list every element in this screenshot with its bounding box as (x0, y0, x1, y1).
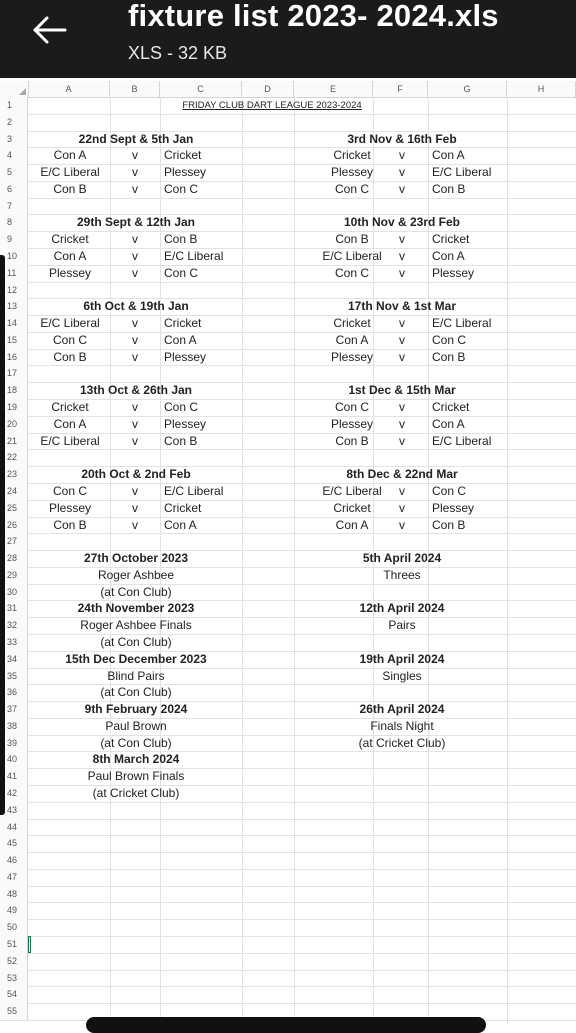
left-event-venue-cell: (at Con Club) (100, 735, 172, 750)
right-home-team-cell: Cricket (333, 148, 371, 163)
right-versus-cell: v (399, 332, 405, 347)
left-versus-cell: v (132, 265, 138, 280)
left-home-team-cell: Con A (53, 249, 87, 264)
row-header-46[interactable]: 46 (0, 852, 28, 869)
left-fixture-heading: 13th Oct & 26th Jan (79, 383, 193, 398)
left-away-team-cell: Con B (164, 232, 198, 247)
row-gridline (0, 936, 576, 937)
left-event-name-cell: Blind Pairs (107, 668, 165, 683)
right-fixture-heading: 3rd Nov & 16th Feb (347, 131, 457, 146)
right-event-name-cell: Threes (383, 567, 421, 582)
right-away-team-cell: Con B (432, 349, 466, 364)
row-header-28[interactable]: 28 (0, 550, 28, 567)
row-header-52[interactable]: 52 (0, 953, 28, 970)
left-event-name-cell: Roger Ashbee (97, 567, 175, 582)
left-event-venue-cell: (at Con Club) (100, 584, 172, 599)
right-event-date-cell: 12th April 2024 (359, 601, 445, 616)
column-header-b[interactable]: B (110, 81, 160, 97)
row-header-26[interactable]: 26 (0, 517, 28, 534)
row-header-10[interactable]: 10 (0, 248, 28, 265)
left-fixture-heading: 20th Oct & 2nd Feb (81, 467, 191, 482)
right-away-team-cell: Plessey (432, 265, 475, 280)
right-versus-cell: v (399, 416, 405, 431)
left-away-team-cell: Con B (164, 433, 198, 448)
left-away-team-cell: Plessey (164, 416, 207, 431)
row-gridline (0, 785, 576, 786)
left-event-date-cell: 15th Dec December 2023 (65, 651, 207, 666)
left-versus-cell: v (132, 517, 138, 532)
right-versus-cell: v (399, 232, 405, 247)
right-fixture-heading: 1st Dec & 15th Mar (348, 383, 456, 398)
file-title: fixture list 2023- 2024.xls (128, 0, 499, 33)
row-header-31[interactable]: 31 (0, 600, 28, 617)
right-versus-cell: v (399, 265, 405, 280)
right-event-name-cell: Singles (382, 668, 422, 683)
right-away-team-cell: E/C Liberal (432, 165, 492, 180)
row-header-9[interactable]: 9 (0, 231, 28, 248)
right-versus-cell: v (399, 349, 405, 364)
left-versus-cell: v (132, 349, 138, 364)
row-header-25[interactable]: 25 (0, 500, 28, 517)
column-header-f[interactable]: F (373, 81, 428, 97)
row-header-37[interactable]: 37 (0, 701, 28, 718)
back-button[interactable] (30, 10, 70, 50)
row-header-24[interactable]: 24 (0, 483, 28, 500)
row-gridline (0, 970, 576, 971)
row-header-50[interactable]: 50 (0, 919, 28, 936)
right-away-team-cell: Cricket (432, 232, 470, 247)
right-away-team-cell: Con B (432, 181, 466, 196)
left-event-venue-cell: (at Con Club) (100, 685, 172, 700)
row-gridline (0, 953, 576, 954)
row-header-12[interactable]: 12 (0, 282, 28, 299)
left-event-date-cell: 9th February 2024 (84, 702, 188, 717)
left-versus-cell: v (132, 148, 138, 163)
right-event-date-cell: 19th April 2024 (359, 651, 445, 666)
row-header-6[interactable]: 6 (0, 181, 28, 198)
right-home-team-cell: E/C Liberal (322, 249, 382, 264)
row-gridline (0, 751, 576, 752)
spreadsheet-view[interactable] (0, 78, 576, 1024)
row-header-1[interactable]: 1 (0, 97, 28, 114)
row-header-20[interactable]: 20 (0, 416, 28, 433)
left-versus-cell: v (132, 332, 138, 347)
right-fixture-heading: 17th Nov & 1st Mar (347, 299, 457, 314)
row-gridline (0, 684, 576, 685)
row-header-2[interactable]: 2 (0, 114, 28, 131)
row-header-14[interactable]: 14 (0, 315, 28, 332)
row-gridline (0, 852, 576, 853)
row-header-44[interactable]: 44 (0, 819, 28, 836)
row-header-8[interactable]: 8 (0, 214, 28, 231)
right-home-team-cell: Con A (335, 332, 369, 347)
file-info: XLS - 32 KB (128, 43, 228, 63)
left-versus-cell: v (132, 416, 138, 431)
left-away-team-cell: Cricket (164, 316, 202, 331)
right-fixture-heading: 8th Dec & 22nd Mar (346, 467, 458, 482)
left-versus-cell: v (132, 500, 138, 515)
column-header-bar (0, 81, 576, 98)
row-header-53[interactable]: 53 (0, 970, 28, 987)
right-event-venue-cell: (at Cricket Club) (358, 735, 446, 750)
column-header-g[interactable]: G (428, 81, 507, 97)
right-away-team-cell: Con B (432, 517, 466, 532)
column-header-a[interactable]: A (28, 81, 110, 97)
left-home-team-cell: Con C (52, 483, 88, 498)
left-home-team-cell: E/C Liberal (40, 165, 100, 180)
cell-grid[interactable] (0, 97, 576, 1024)
right-home-team-cell: Plessey (330, 165, 374, 180)
left-home-team-cell: E/C Liberal (40, 433, 100, 448)
left-home-team-cell: Con A (53, 148, 87, 163)
right-event-date-cell: 5th April 2024 (362, 551, 442, 566)
row-gridline (0, 584, 576, 585)
row-gridline (0, 819, 576, 820)
right-home-team-cell: Con B (335, 433, 369, 448)
row-header-34[interactable]: 34 (0, 651, 28, 668)
row-header-49[interactable]: 49 (0, 902, 28, 919)
row-gridline (0, 986, 576, 987)
left-away-team-cell: Plessey (164, 165, 207, 180)
row-gridline (0, 919, 576, 920)
left-event-date-cell: 27th October 2023 (83, 551, 189, 566)
row-header-16[interactable]: 16 (0, 349, 28, 366)
left-home-team-cell: E/C Liberal (40, 316, 100, 331)
right-away-team-cell: Con A (432, 416, 465, 431)
left-versus-cell: v (132, 433, 138, 448)
left-event-venue-cell: (at Con Club) (100, 634, 172, 649)
row-header-41[interactable]: 41 (0, 768, 28, 785)
left-versus-cell: v (132, 483, 138, 498)
right-away-team-cell: Plessey (432, 500, 475, 515)
row-header-17[interactable]: 17 (0, 365, 28, 382)
row-header-27[interactable]: 27 (0, 533, 28, 550)
left-away-team-cell: Cricket (164, 148, 202, 163)
document-header (0, 0, 576, 78)
right-versus-cell: v (399, 517, 405, 532)
left-away-team-cell: Cricket (164, 500, 202, 515)
right-versus-cell: v (399, 400, 405, 415)
right-away-team-cell: Con C (432, 483, 467, 498)
left-versus-cell: v (132, 232, 138, 247)
left-home-team-cell: Plessey (48, 265, 92, 280)
left-fixture-heading: 22nd Sept & 5th Jan (78, 131, 194, 146)
right-home-team-cell: Plessey (330, 349, 374, 364)
right-versus-cell: v (399, 249, 405, 264)
left-away-team-cell: Con C (164, 400, 199, 415)
row-gridline (0, 869, 576, 870)
left-event-name-cell: Roger Ashbee Finals (80, 618, 192, 633)
home-indicator (86, 1017, 486, 1033)
row-header-54[interactable]: 54 (0, 986, 28, 1003)
right-versus-cell: v (399, 500, 405, 515)
row-header-21[interactable]: 21 (0, 433, 28, 450)
row-header-29[interactable]: 29 (0, 567, 28, 584)
row-header-35[interactable]: 35 (0, 668, 28, 685)
selected-cell-indicator (28, 936, 31, 953)
row-header-15[interactable]: 15 (0, 332, 28, 349)
league-title-cell: FRIDAY CLUB DART LEAGUE 2023-2024 (182, 100, 362, 111)
left-away-team-cell: Con A (164, 517, 197, 532)
row-header-11[interactable]: 11 (0, 265, 28, 282)
row-header-19[interactable]: 19 (0, 399, 28, 416)
left-versus-cell: v (132, 181, 138, 196)
left-versus-cell: v (132, 249, 138, 264)
right-away-team-cell: Con A (432, 148, 465, 163)
right-away-team-cell: Cricket (432, 400, 470, 415)
right-home-team-cell: Cricket (333, 316, 371, 331)
column-header-c[interactable]: C (160, 81, 242, 97)
left-versus-cell: v (132, 165, 138, 180)
row-gridline (0, 902, 576, 903)
row-header-51[interactable]: 51 (0, 936, 28, 953)
row-header-48[interactable]: 48 (0, 886, 28, 903)
right-home-team-cell: Cricket (333, 500, 371, 515)
row-header-39[interactable]: 39 (0, 735, 28, 752)
right-versus-cell: v (399, 316, 405, 331)
right-home-team-cell: Con B (335, 232, 369, 247)
row-gridline (0, 802, 576, 803)
right-home-team-cell: Con C (334, 400, 370, 415)
column-header-e[interactable]: E (294, 81, 373, 97)
right-away-team-cell: Con C (432, 332, 467, 347)
left-away-team-cell: Con C (164, 265, 199, 280)
row-header-3[interactable]: 3 (0, 131, 28, 148)
select-all-corner[interactable] (0, 81, 29, 97)
row-header-38[interactable]: 38 (0, 718, 28, 735)
right-event-date-cell: 26th April 2024 (359, 702, 445, 717)
left-home-team-cell: Cricket (51, 400, 89, 415)
right-home-team-cell: Con A (335, 517, 369, 532)
right-away-team-cell: E/C Liberal (432, 316, 492, 331)
left-event-name-cell: Paul Brown Finals (87, 769, 185, 784)
row-header-36[interactable]: 36 (0, 684, 28, 701)
right-versus-cell: v (399, 165, 405, 180)
row-gridline (0, 1003, 576, 1004)
column-header-h[interactable]: H (507, 81, 576, 97)
left-event-name-cell: Paul Brown (105, 718, 167, 733)
row-header-33[interactable]: 33 (0, 634, 28, 651)
left-fixture-heading: 6th Oct & 19th Jan (83, 299, 189, 314)
row-header-13[interactable]: 13 (0, 298, 28, 315)
right-versus-cell: v (399, 181, 405, 196)
side-edge (0, 255, 5, 815)
right-home-team-cell: Con C (334, 181, 370, 196)
right-home-team-cell: Con C (334, 265, 370, 280)
left-event-date-cell: 8th March 2024 (92, 752, 180, 767)
row-header-5[interactable]: 5 (0, 164, 28, 181)
row-header-43[interactable]: 43 (0, 802, 28, 819)
row-header-4[interactable]: 4 (0, 147, 28, 164)
column-header-d[interactable]: D (242, 81, 294, 97)
left-home-team-cell: Plessey (48, 500, 92, 515)
row-gridline (0, 735, 576, 736)
row-header-30[interactable]: 30 (0, 584, 28, 601)
left-home-team-cell: Con B (53, 181, 87, 196)
right-versus-cell: v (399, 148, 405, 163)
left-home-team-cell: Con C (52, 332, 88, 347)
right-event-name-cell: Pairs (388, 618, 416, 633)
row-header-55[interactable]: 55 (0, 1003, 28, 1020)
left-fixture-heading: 29th Sept & 12th Jan (76, 215, 196, 230)
right-versus-cell: v (399, 483, 405, 498)
right-away-team-cell: E/C Liberal (432, 433, 492, 448)
left-away-team-cell: Plessey (164, 349, 207, 364)
left-away-team-cell: E/C Liberal (164, 249, 224, 264)
left-event-venue-cell: (at Cricket Club) (92, 785, 180, 800)
left-away-team-cell: Con C (164, 181, 199, 196)
left-away-team-cell: Con A (164, 332, 197, 347)
left-away-team-cell: E/C Liberal (164, 483, 224, 498)
row-header-32[interactable]: 32 (0, 617, 28, 634)
row-header-40[interactable]: 40 (0, 751, 28, 768)
arrow-left-icon (30, 10, 70, 50)
left-versus-cell: v (132, 316, 138, 331)
right-away-team-cell: Con A (432, 249, 465, 264)
left-home-team-cell: Con B (53, 517, 87, 532)
row-gridline (0, 835, 576, 836)
row-header-22[interactable]: 22 (0, 449, 28, 466)
right-versus-cell: v (399, 433, 405, 448)
row-header-42[interactable]: 42 (0, 785, 28, 802)
left-home-team-cell: Cricket (51, 232, 89, 247)
right-home-team-cell: Plessey (330, 416, 374, 431)
left-versus-cell: v (132, 400, 138, 415)
row-header-23[interactable]: 23 (0, 466, 28, 483)
row-header-7[interactable]: 7 (0, 198, 28, 215)
row-header-18[interactable]: 18 (0, 382, 28, 399)
right-fixture-heading: 10th Nov & 23rd Feb (343, 215, 461, 230)
right-event-name-cell: Finals Night (370, 718, 434, 733)
row-header-47[interactable]: 47 (0, 869, 28, 886)
right-home-team-cell: E/C Liberal (322, 483, 382, 498)
left-home-team-cell: Con A (53, 416, 87, 431)
row-gridline (0, 768, 576, 769)
row-header-45[interactable]: 45 (0, 835, 28, 852)
row-gridline (0, 886, 576, 887)
left-event-date-cell: 24th November 2023 (77, 601, 195, 616)
left-home-team-cell: Con B (53, 349, 87, 364)
